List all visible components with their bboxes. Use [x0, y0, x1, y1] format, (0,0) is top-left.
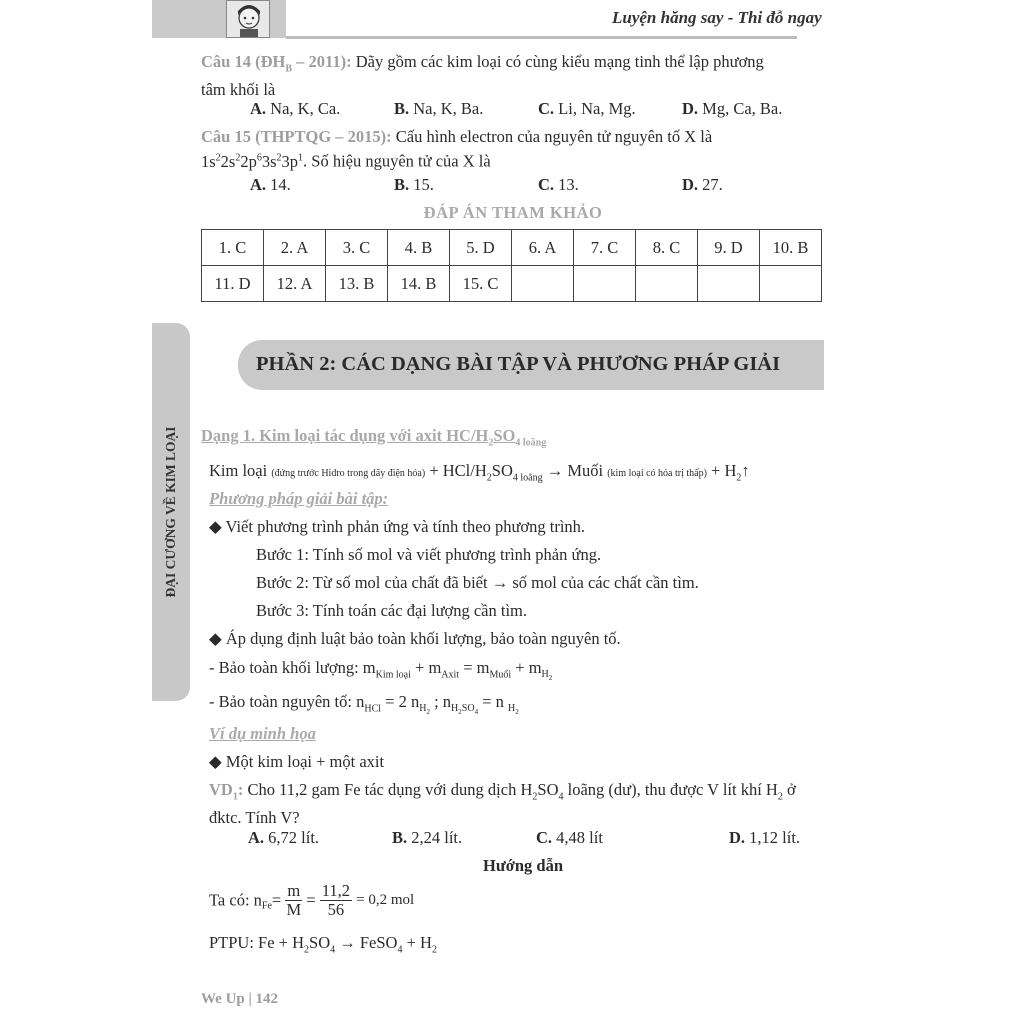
answer-cell: 1. C — [202, 230, 264, 266]
answer-cell: 12. A — [264, 266, 326, 302]
answer-cell — [574, 266, 636, 302]
chapter-side-label: ĐẠI CƯƠNG VỀ KIM LOẠI — [163, 426, 178, 598]
answer-cell — [512, 266, 574, 302]
q14-option-b: B. Na, K, Ba. — [394, 99, 484, 118]
step-1: Bước 1: Tính số mol và viết phương trình phản ứng. — [256, 545, 602, 564]
answer-cell: 11. D — [202, 266, 264, 302]
q14-option-d: D. Mg, Ca, Ba. — [682, 99, 783, 118]
diamond-bullet-icon: ◆ — [209, 752, 226, 771]
q15-option-a: A. 14. — [250, 175, 291, 194]
question-15-label: Câu 15 (THPTQG – 2015): — [201, 127, 392, 146]
fraction-values: $\frac{11,2}{56}$ — [321, 881, 351, 919]
vd1-option-a: A. 6,72 lít. — [248, 828, 320, 847]
answer-cell: 3. C — [326, 230, 388, 266]
part-2-title: PHẦN 2: CÁC DẠNG BÀI TẬP VÀ PHƯƠNG PHÁP GIẢI — [256, 353, 781, 375]
answer-cell — [698, 266, 760, 302]
page-footer: We Up | 142 — [201, 991, 279, 1007]
vd1-label: $VD_1$: — [209, 780, 244, 803]
q15-option-d: D. 27. — [682, 175, 723, 194]
vd1-option-d: D. 1,12 lít. — [729, 828, 801, 847]
fraction-m-over-M: $\frac{m}{M}$ — [286, 881, 302, 919]
question-15: Câu 15 (THPTQG – 2015): Cấu hình electron của nguyên tử nguyên tố X là $1s^22s^22p^63s^23p^1$. Số hiệu nguyên tử của X là — [201, 127, 713, 171]
answer-cell: 4. B — [388, 230, 450, 266]
answer-key-table — [201, 229, 822, 302]
vd1-option-b: B. 2,24 lít. — [392, 828, 463, 847]
example-vd1: $VD_1$: Cho 11,2 gam Fe tác dụng với dung dịch $H_2SO_4$ loãng (dư), thu được V lít khí $H_2$ ở đktc. Tính V? — [209, 780, 796, 828]
step-3: Bước 3: Tính toán các đại lượng cần tìm. — [256, 601, 528, 620]
header-slogan: Luyện hăng say - Thi đỗ ngay — [612, 8, 822, 27]
answer-row — [202, 266, 822, 302]
question-14: Câu 14 $(ĐH_B - 2011)$: Dãy gồm các kim loại có cùng kiểu mạng tinh thể lập phương tâm khối là — [201, 52, 764, 100]
answer-cell: 14. B — [388, 266, 450, 302]
answer-cell: 9. D — [698, 230, 760, 266]
header-rule — [286, 36, 797, 39]
answer-cell: 6. A — [512, 230, 574, 266]
method-label: Phương pháp giải bài tập: — [209, 489, 389, 508]
question-14-label: Câu 14 $(ĐH_B - 2011)$: — [201, 52, 352, 75]
answer-key-title: ĐÁP ÁN THAM KHẢO — [423, 203, 603, 222]
bullet-item: ◆ Một kim loại + một axit — [209, 752, 385, 771]
answer-cell: 7. C — [574, 230, 636, 266]
answer-cell: 15. C — [450, 266, 512, 302]
mole-calculation: Ta có: $n_{Fe}=$ $\frac{m}{M}$ = $\frac{11,2}{56}$ = 0,2 mol — [209, 881, 415, 919]
diamond-bullet-icon: ◆ — [209, 517, 226, 536]
answer-cell: 13. B — [326, 266, 388, 302]
q14-option-a: A. Na, K, Ca. — [250, 99, 341, 118]
answer-cell: 5. D — [450, 230, 512, 266]
answer-cell: 8. C — [636, 230, 698, 266]
answer-cell — [760, 266, 822, 302]
example-label: Ví dụ minh họa — [209, 724, 316, 743]
element-conservation: - Bảo toàn nguyên tố: $n_{HCl} = 2$ $n_{H_2}$ ; $n_{H_2SO_4} = n$ $_{H_2}$ — [209, 692, 519, 717]
answer-cell: 10. B — [760, 230, 822, 266]
diamond-bullet-icon: ◆ — [209, 629, 226, 648]
answer-cell — [636, 266, 698, 302]
q14-option-c: C. Li, Na, Mg. — [538, 99, 636, 118]
bullet-item: ◆ Áp dụng định luật bảo toàn khối lượng, bảo toàn nguyên tố. — [209, 629, 621, 648]
mascot-avatar-icon — [226, 0, 270, 38]
answer-row — [202, 230, 822, 266]
step-2: Bước 2: Từ số mol của chất đã biết → số mol của các chất cần tìm. — [256, 573, 699, 592]
guide-heading: Hướng dẫn — [483, 856, 564, 875]
vd1-option-c: C. 4,48 lít — [536, 828, 603, 847]
reaction-equation: PTPU: $Fe + H_2SO_4$ → FeSO$_4$ + $H_2$ — [209, 933, 437, 956]
q15-option-c: C. 13. — [538, 175, 579, 194]
general-reaction: Kim loại (đứng trước Hidro trong dãy điện hóa) + HCl/$H_2SO_{4 loãng}$ → Muối (kim loại có hóa trị thấp) + $H_2↑$ — [209, 461, 750, 484]
q15-option-b: B. 15. — [394, 175, 434, 194]
section-heading-dang-1: Dạng 1. Kim loại tác dụng với axit $HC/H_2SO_{4 loãng}$ — [201, 426, 547, 449]
answer-cell: 2. A — [264, 230, 326, 266]
electron-config: $1s^22s^22p^63s^23p^1$ — [201, 151, 304, 171]
mass-conservation: - Bảo toàn khối lượng: $m_{Kim loại} + m_{Axit} = m_{Muối} + m_{H_2}$ — [209, 658, 553, 683]
bullet-item: ◆ Viết phương trình phản ứng và tính theo phương trình. — [209, 517, 586, 536]
